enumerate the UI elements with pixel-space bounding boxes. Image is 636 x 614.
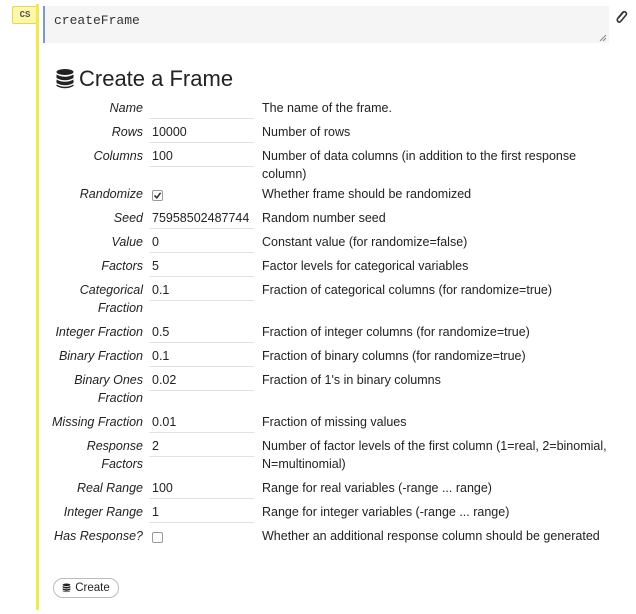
cell-gutter xyxy=(0,0,38,614)
field-description: Fraction of integer columns (for randomize=true) xyxy=(262,325,530,339)
integer-range-input[interactable]: 1 xyxy=(149,503,254,523)
name-input[interactable] xyxy=(149,99,254,119)
randomize-checkbox[interactable] xyxy=(152,190,163,201)
field-label: Has Response? xyxy=(54,529,143,543)
missing-fraction-input[interactable]: 0.01 xyxy=(149,413,254,433)
field-description: Number of rows xyxy=(262,125,351,139)
field-label: Response Factors xyxy=(86,439,143,471)
seed-input[interactable]: 75958502487744 xyxy=(149,209,254,229)
binary-fraction-input[interactable]: 0.1 xyxy=(149,347,254,367)
field-description: Range for integer variables (-range ... range) xyxy=(262,505,510,519)
cell-selection-bar xyxy=(36,4,39,610)
real-range-input[interactable]: 100 xyxy=(149,479,254,499)
field-description: Whether frame should be randomized xyxy=(262,187,472,201)
field-description: Number of factor levels of the first column (1=real, 2=binomial, N=multinomial) xyxy=(262,439,607,471)
field-label: Rows xyxy=(111,125,143,139)
field-description: Fraction of categorical columns (for randomize=true) xyxy=(262,283,553,297)
field-label: Binary Ones Fraction xyxy=(74,373,143,405)
field-label: Name xyxy=(109,101,143,115)
page-title xyxy=(55,64,233,94)
field-label: Integer Range xyxy=(63,505,143,519)
field-label: Missing Fraction xyxy=(52,415,143,429)
field-description: Fraction of binary columns (for randomize=true) xyxy=(262,349,526,363)
has-response-checkbox[interactable] xyxy=(152,532,163,543)
resize-grip-icon[interactable] xyxy=(599,34,607,42)
field-description: Random number seed xyxy=(262,211,386,225)
create-button-label: Create xyxy=(75,582,110,594)
field-description: Constant value (for randomize=false) xyxy=(262,235,468,249)
field-label: Value xyxy=(111,235,143,249)
field-description: Range for real variables (-range ... range) xyxy=(262,481,492,495)
field-label: Integer Fraction xyxy=(55,325,143,339)
field-description: Number of data columns (in addition to the first response column) xyxy=(262,149,577,181)
categorical-fraction-input[interactable]: 0.1 xyxy=(149,281,254,301)
binary-ones-fraction-input[interactable]: 0.02 xyxy=(149,371,254,391)
checkmark-icon xyxy=(153,191,162,200)
field-label: Randomize xyxy=(79,187,143,201)
factors-input[interactable]: 5 xyxy=(149,257,254,277)
field-description: Whether an additional response column should be generated xyxy=(262,529,600,543)
database-icon xyxy=(62,583,71,593)
database-icon xyxy=(55,68,75,90)
field-description: Fraction of 1's in binary columns xyxy=(262,373,441,387)
field-description: The name of the frame. xyxy=(262,101,392,115)
field-description: Factor levels for categorical variables xyxy=(262,259,469,273)
field-label: Real Range xyxy=(76,481,143,495)
integer-fraction-input[interactable]: 0.5 xyxy=(149,323,254,343)
field-label: Seed xyxy=(113,211,143,225)
field-label: Binary Fraction xyxy=(58,349,143,363)
create-button[interactable] xyxy=(53,578,119,598)
value-input[interactable]: 0 xyxy=(149,233,254,253)
cell-type-badge[interactable]: CS xyxy=(12,6,38,24)
page-title-text: Create a Frame xyxy=(79,66,234,91)
field-label: Categorical Fraction xyxy=(79,283,143,315)
field-label: Factors xyxy=(101,259,143,273)
code-text[interactable]: createFrame xyxy=(54,13,140,28)
columns-input[interactable]: 100 xyxy=(149,147,254,167)
code-editor[interactable] xyxy=(43,6,609,43)
field-description: Fraction of missing values xyxy=(262,415,407,429)
rows-input[interactable]: 10000 xyxy=(149,123,254,143)
paperclip-icon[interactable] xyxy=(614,9,628,25)
response-factors-input[interactable]: 2 xyxy=(149,437,254,457)
field-label: Columns xyxy=(93,149,143,163)
